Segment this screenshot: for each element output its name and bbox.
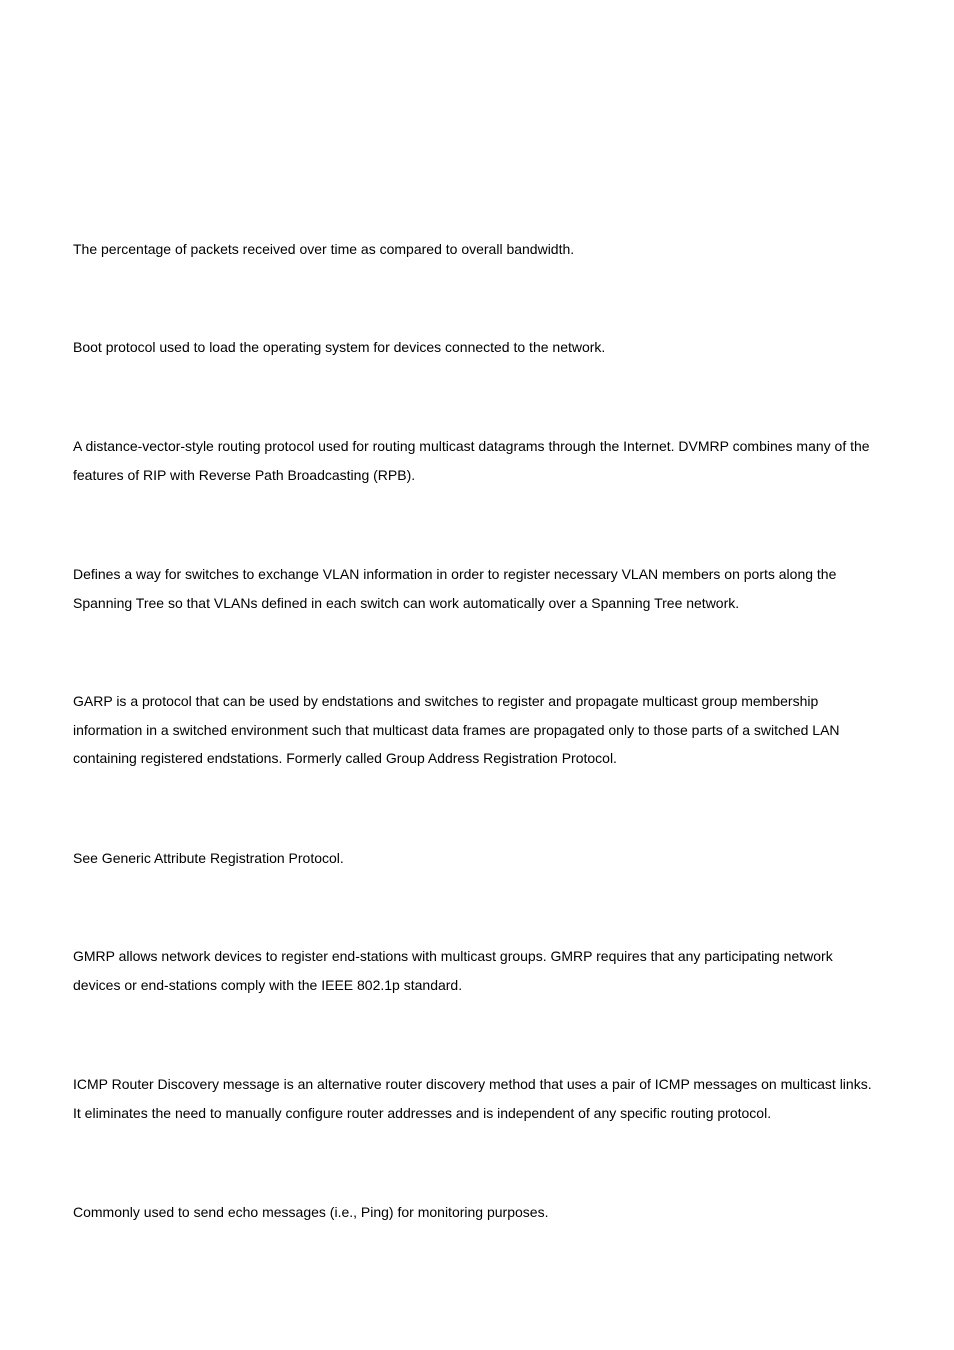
definition-paragraph: Defines a way for switches to exchange VLAN information in order to register necessary VLAN members on ports along the Spanning Tree so that VLANs defined in each switch can work automatically over a Spanning Tree network. (73, 566, 837, 611)
definition-paragraph: See Generic Attribute Registration Protocol. (73, 850, 344, 866)
definition-paragraph: The percentage of packets received over time as compared to overall bandwidth. (73, 241, 575, 257)
definition-paragraph: GMRP allows network devices to register end-stations with multicast groups. GMRP requires that any participating network devices or end-stations comply with the IEEE 802.1p standard. (73, 948, 833, 993)
definition-paragraph: GARP is a protocol that can be used by endstations and switches to register and propagate multicast group membership information in a switched environment such that multicast data frames are propagated only to those parts of a switched LAN containing registered endstations. Formerly called Group Address Registration Protocol. (73, 693, 840, 766)
definition-paragraph: Commonly used to send echo messages (i.e., Ping) for monitoring purposes. (73, 1204, 549, 1220)
definition-paragraph: ICMP Router Discovery message is an alternative router discovery method that uses a pair of ICMP messages on multicast links. It eliminates the need to manually configure router addresses and is independent of any specific routing protocol. (73, 1076, 872, 1121)
definition-paragraph: A distance-vector-style routing protocol used for routing multicast datagrams through the Internet. DVMRP combines many of the features of RIP with Reverse Path Broadcasting (RPB). (73, 438, 870, 483)
definition-paragraph: Boot protocol used to load the operating system for devices connected to the network. (73, 339, 606, 355)
